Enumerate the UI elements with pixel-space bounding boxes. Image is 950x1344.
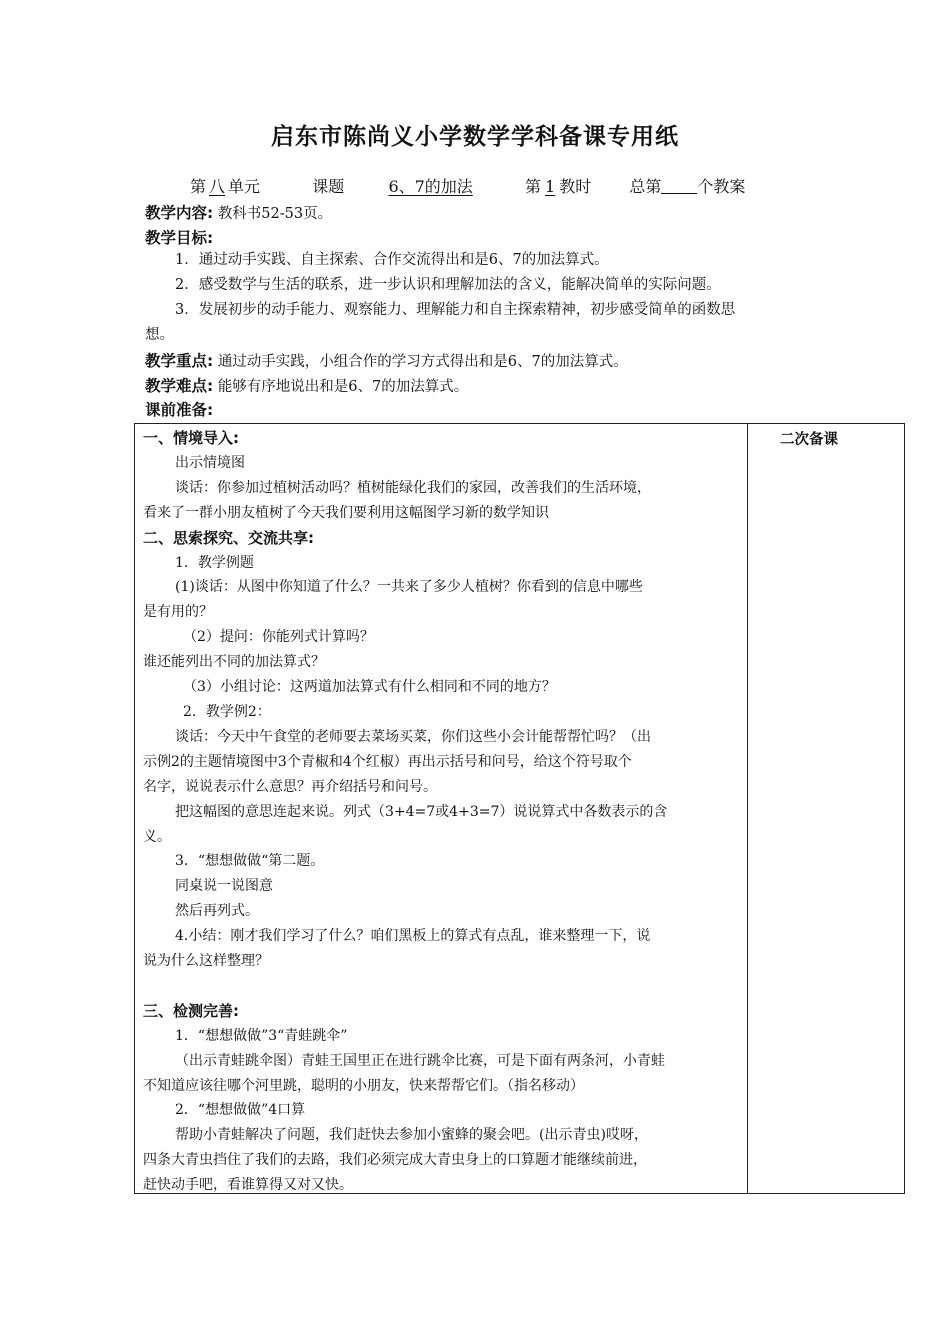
body-line: 义。 xyxy=(143,828,171,845)
body-line: 说为什么这样整理？ xyxy=(143,953,269,970)
body-line: 4.小结：刚才我们学习了什么？咱们黑板上的算式有点乱，谁来整理一下，说 xyxy=(175,928,651,945)
goals-label: 教学目标: xyxy=(145,229,214,247)
goal-item: 2．感受数学与生活的联系，进一步认识和理解加法的含义，能解决简单的实际问题。 xyxy=(175,277,721,293)
body-line: 看来了一群小朋友植树了今天我们要利用这幅图学习新的数学知识 xyxy=(143,504,549,521)
lesson-meta-line xyxy=(190,174,745,197)
total-suffix: 个教案 xyxy=(697,177,746,196)
unit-value: 八 xyxy=(209,177,226,196)
unit-suffix: 单元 xyxy=(228,177,261,196)
body-line: 赶快动手吧，看谁算得又对又快。 xyxy=(143,1177,353,1194)
content-label: 教学内容: xyxy=(145,204,214,222)
body-line: 1．“想想做做”3“青蛙跳伞” xyxy=(175,1027,348,1044)
prep-row xyxy=(145,398,213,423)
section-heading: 二、思索探究、交流共享: xyxy=(143,528,314,547)
body-line: 2．“想想做做”4口算 xyxy=(175,1102,306,1119)
section-heading: 三、检测完善: xyxy=(143,1001,239,1020)
second-prep-header: 二次备课 xyxy=(780,432,838,448)
topic-label: 课题 xyxy=(312,177,345,196)
prep-label: 课前准备: xyxy=(145,401,214,419)
total-blank xyxy=(661,179,697,194)
body-line: 把这幅图的意思连起来说。列式（3+4=7或4+3=7）说说算式中各数表示的含 xyxy=(175,803,668,820)
goal-item: 3．发展初步的动手能力、观察能力、理解能力和自主探索精神，初步感受简单的函数思 xyxy=(175,302,736,318)
lesson-body xyxy=(143,426,739,1198)
body-line: 然后再列式。 xyxy=(175,903,259,920)
body-line: 1．教学例题 xyxy=(175,554,254,571)
body-line: 不知道应该往哪个河里跳，聪明的小朋友，快来帮帮它们。（指名移动） xyxy=(143,1077,584,1094)
period-prefix: 第 xyxy=(525,177,542,196)
body-line: 四条大青虫挡住了我们的去路，我们必须完成大青虫身上的口算题才能继续前进， xyxy=(143,1152,647,1169)
topic-value: 6、7的加法 xyxy=(388,177,473,196)
goal-item: 想。 xyxy=(145,327,174,343)
key-point-label: 教学重点: xyxy=(145,352,214,370)
difficulty-row xyxy=(145,374,468,399)
section-heading: 一、情境导入: xyxy=(143,429,239,447)
unit-prefix: 第 xyxy=(190,177,207,196)
body-line: 谈话：今天中午食堂的老师要去菜场买菜，你们这些小会计能帮帮忙吗？（出 xyxy=(175,728,651,745)
difficulty-label: 教学难点: xyxy=(145,377,214,395)
body-line: 帮助小青蛙解决了问题，我们赶快去参加小蜜蜂的聚会吧。(出示青虫)哎呀， xyxy=(175,1127,648,1144)
key-point-value: 通过动手实践，小组合作的学习方式得出和是6、7的加法算式。 xyxy=(217,354,628,370)
body-line: （出示青蛙跳伞图）青蛙王国里正在进行跳伞比赛，可是下面有两条河，小青蛙 xyxy=(175,1052,665,1069)
body-line: 是有用的？ xyxy=(143,604,213,621)
body-line: (1)谈话：从图中你知道了什么？一共来了多少人植树？你看到的信息中哪些 xyxy=(175,579,643,596)
body-line: 名字，说说表示什么意思？再介绍括号和问号。 xyxy=(143,778,437,795)
page-title: 启东市陈尚义小学数学学科备课专用纸 xyxy=(271,124,679,150)
key-point-row xyxy=(145,349,628,374)
body-line: 3．“想想做做“第二题。 xyxy=(175,853,325,870)
body-line: （2）提问：你能列式计算吗？ xyxy=(183,629,374,646)
body-line: 示例2的主题情境图中3个青椒和4个红椒）再出示括号和问号，给这个符号取个 xyxy=(143,753,632,770)
body-line: 2．教学例2： xyxy=(183,703,271,720)
body-line: 出示情境图 xyxy=(175,454,245,471)
period-suffix: 教时 xyxy=(559,177,592,196)
content-value: 教科书52-53页。 xyxy=(217,206,333,222)
total-prefix: 总第 xyxy=(629,177,662,196)
difficulty-value: 能够有序地说出和是6、7的加法算式。 xyxy=(217,379,469,395)
column-divider xyxy=(747,424,748,1193)
body-line: 同桌说一说图意 xyxy=(175,878,273,895)
body-line: （3）小组讨论：这两道加法算式有什么相同和不同的地方？ xyxy=(183,679,556,696)
body-line: 谈话：你参加过植树活动吗？植树能绿化我们的家园，改善我们的生活环境， xyxy=(175,479,651,496)
period-value: 1 xyxy=(545,177,556,196)
goal-item: 1．通过动手实践、自主探索、合作交流得出和是6、7的加法算式。 xyxy=(175,252,609,268)
blank-line xyxy=(143,974,739,999)
lesson-table xyxy=(134,423,905,1194)
content-row xyxy=(145,201,332,226)
body-line: 谁还能列出不同的加法算式？ xyxy=(143,654,325,671)
